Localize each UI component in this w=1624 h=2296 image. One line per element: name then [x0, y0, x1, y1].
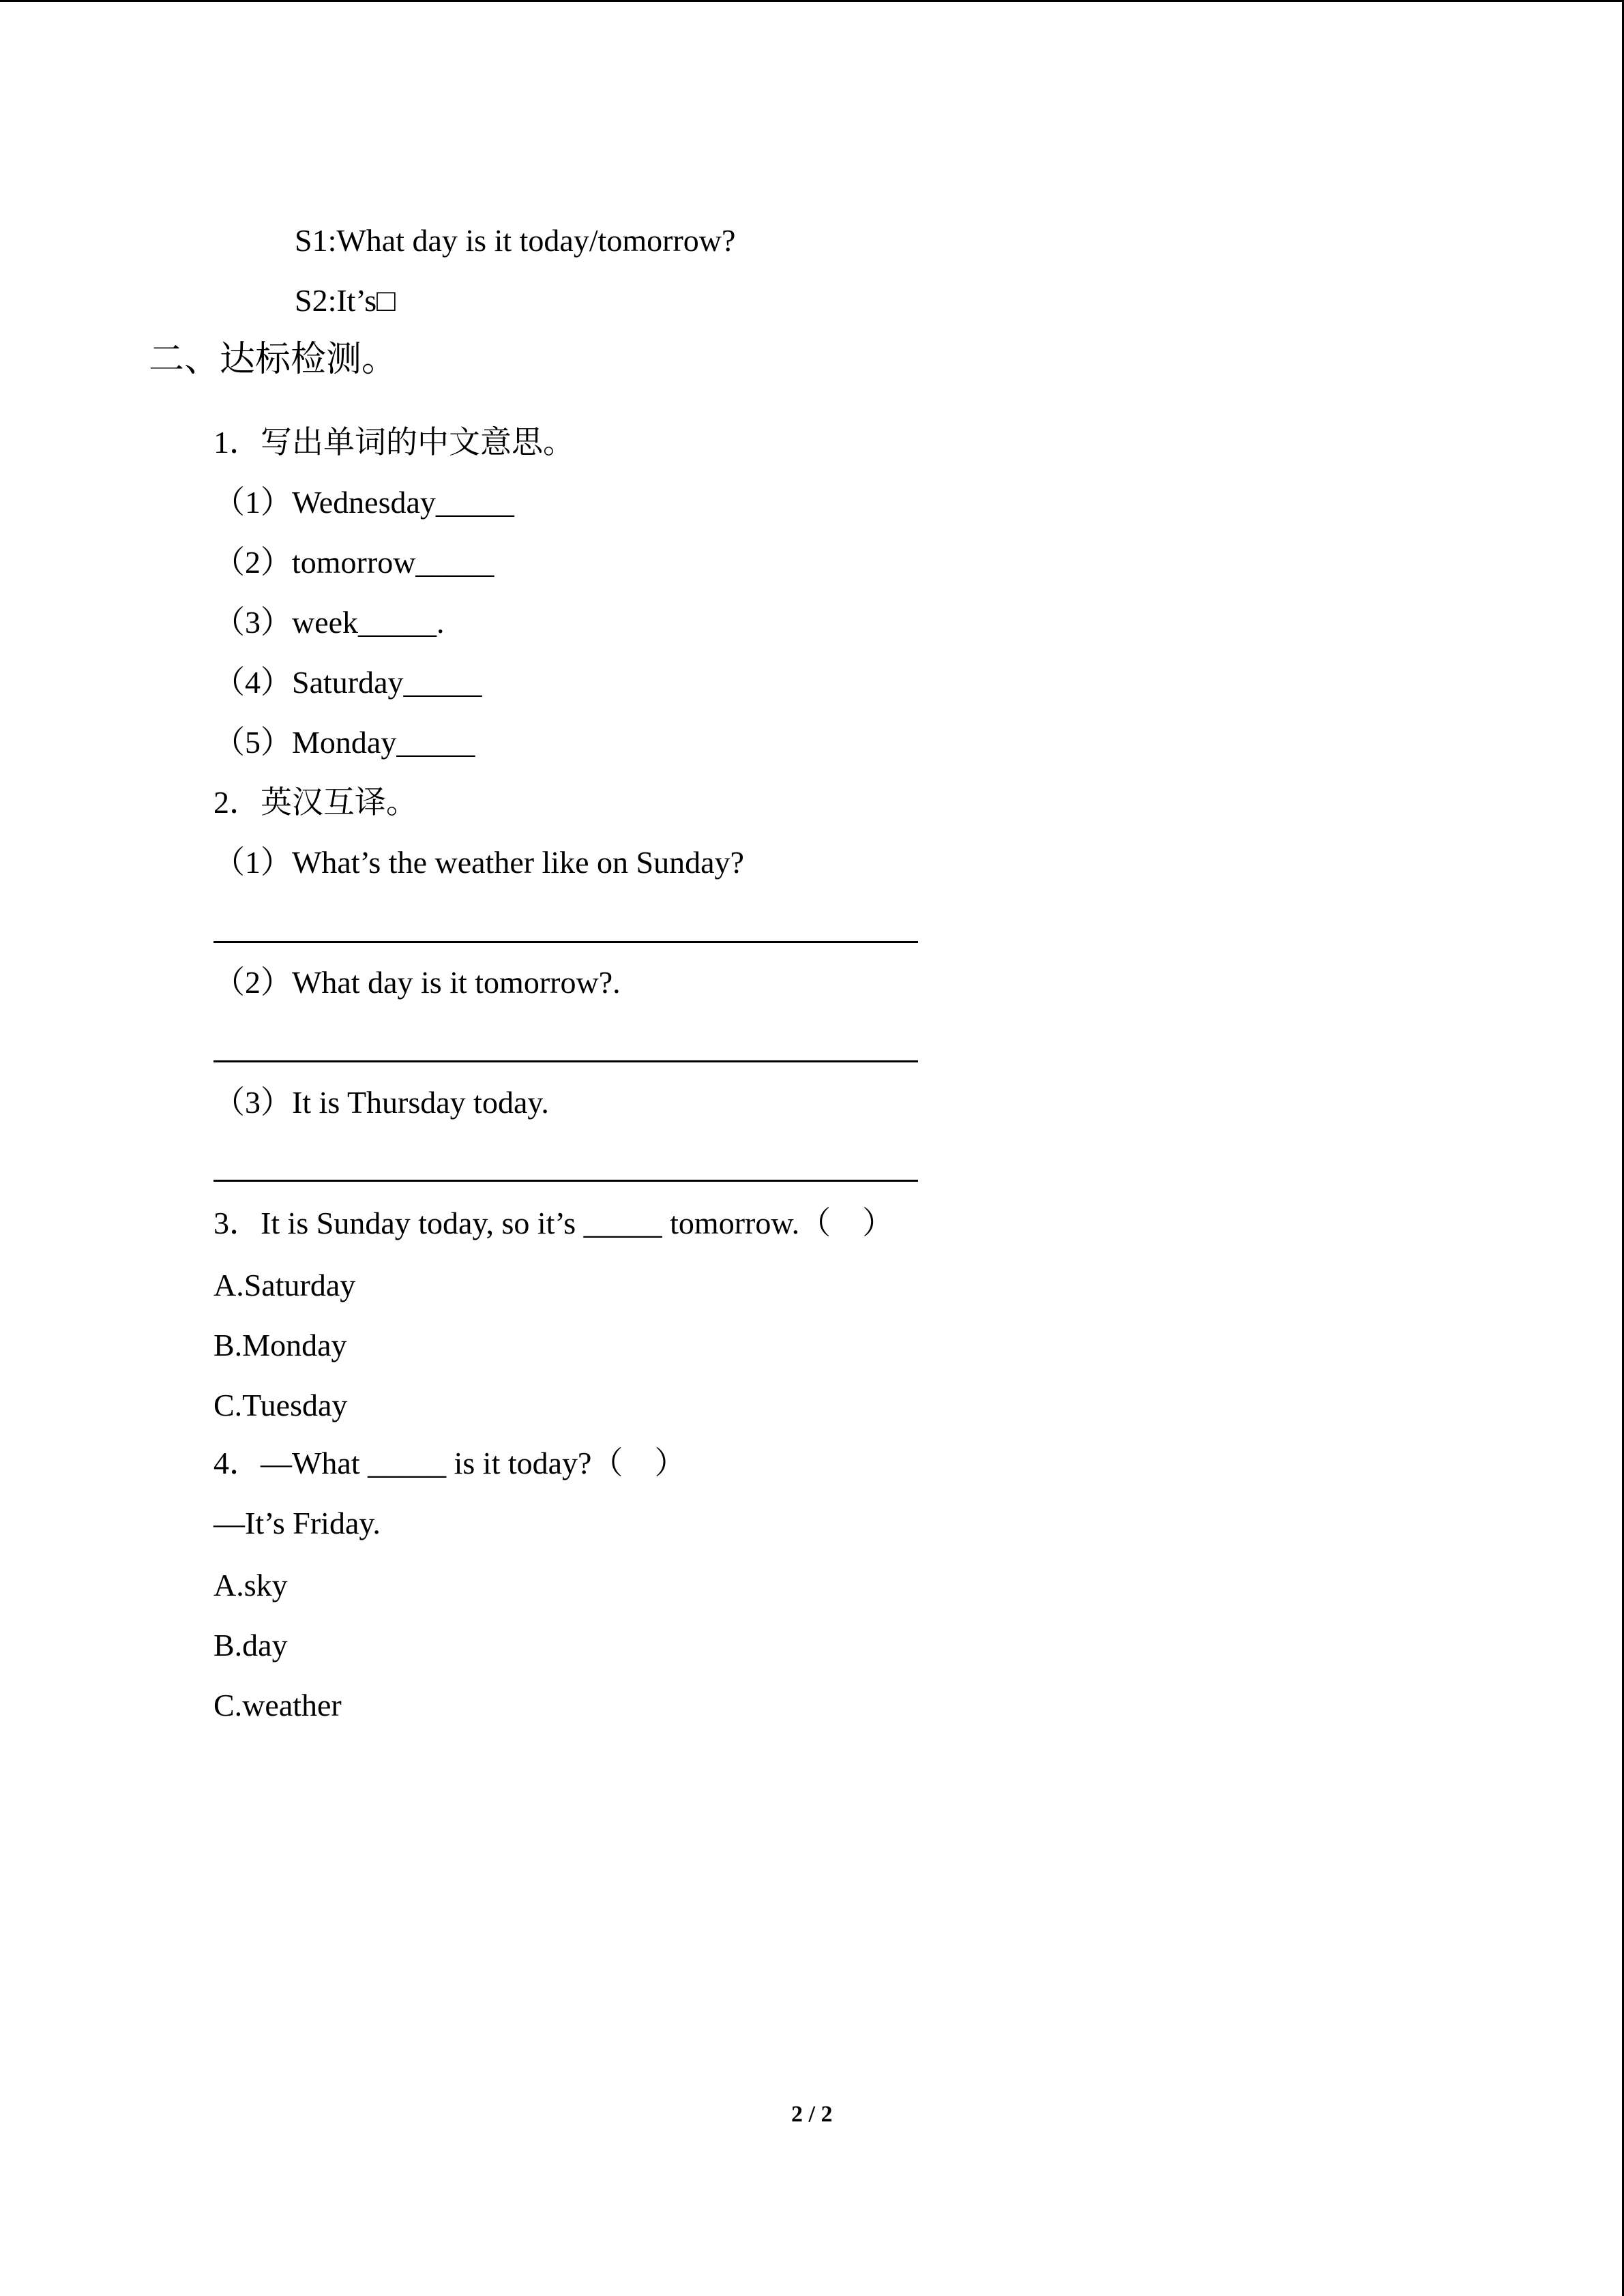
q2-item-2: （2）What day is it tomorrow?.: [213, 965, 621, 1000]
q1-item-2: （2）tomorrow_____: [213, 545, 494, 580]
dialogue-s2: S2:It’s□: [295, 283, 396, 318]
q3-question: 3．It is Sunday today, so it’s _____ tomorrow.（ ）: [213, 1206, 894, 1240]
q4-option-a: A.sky: [213, 1568, 288, 1602]
q1-item-4: （4）Saturday_____: [213, 665, 482, 700]
q2-answer-line-2: [213, 1060, 918, 1062]
q1-item-5: （5）Monday_____: [213, 725, 475, 760]
dialogue-s1: S1:What day is it today/tomorrow?: [295, 223, 736, 258]
section-title: 二、达标检测。: [149, 340, 398, 379]
q3-option-a: A.Saturday: [213, 1268, 356, 1302]
q2-answer-line-3: [213, 1180, 918, 1182]
q1-title: 1．写出单词的中文意思。: [213, 425, 574, 460]
q4-option-c: C.weather: [213, 1688, 342, 1723]
q4-option-b: B.day: [213, 1628, 288, 1663]
page-top-border: [0, 0, 1624, 2]
q1-item-1: （1）Wednesday_____: [213, 485, 514, 520]
q1-item-3: （3）week_____.: [213, 605, 445, 640]
q2-item-1: （1）What’s the weather like on Sunday?: [213, 845, 744, 880]
q4-answer-line: —It’s Friday.: [213, 1506, 381, 1540]
q3-option-b: B.Monday: [213, 1328, 347, 1362]
q2-answer-line-1: [213, 941, 918, 943]
q3-option-c: C.Tuesday: [213, 1388, 348, 1422]
q4-question: 4．—What _____ is it today?（ ）: [213, 1446, 686, 1480]
q2-item-3: （3）It is Thursday today.: [213, 1085, 549, 1120]
page-number: 2 / 2: [791, 2102, 833, 2127]
q2-title: 2．英汉互译。: [213, 785, 417, 820]
